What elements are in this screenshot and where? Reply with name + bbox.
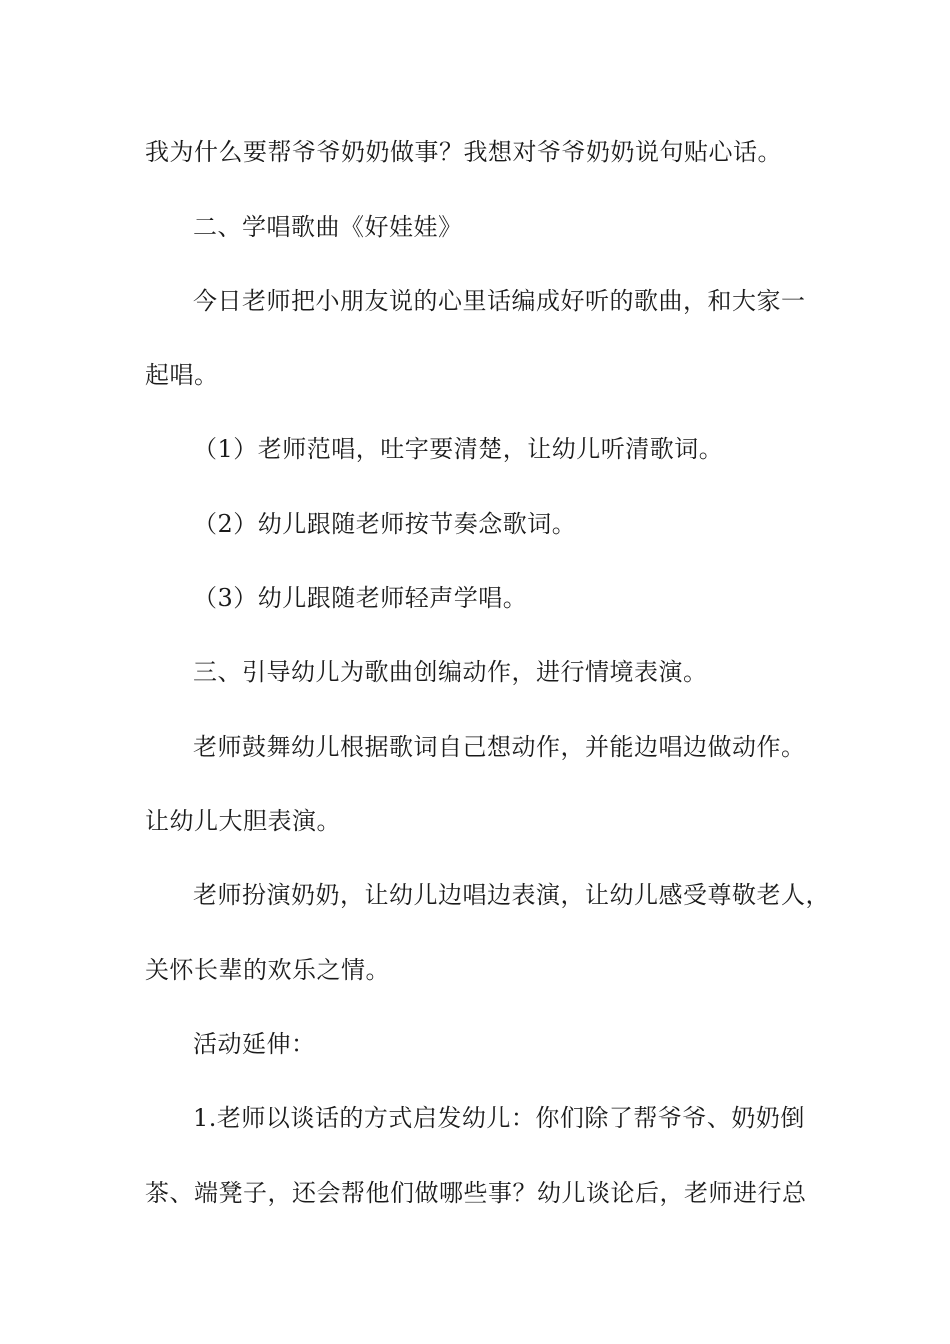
- list-item-3: （3）幼儿跟随老师轻声学唱。: [193, 584, 528, 612]
- section-heading-3: 三、引导幼儿为歌曲创编动作，进行情境表演。: [193, 658, 708, 686]
- text-line-9: 老师鼓舞幼儿根据歌词自己想动作，并能边唱边做动作。: [193, 733, 806, 761]
- text-line-11: 老师扮演奶奶，让幼儿边唱边表演，让幼儿感受尊敬老人，: [193, 881, 830, 909]
- text-line-3: 今日老师把小朋友说的心里话编成好听的歌曲，和大家一: [193, 287, 806, 315]
- text-line-4: 起唱。: [145, 361, 219, 389]
- text-line-1: 我为什么要帮爷爷奶奶做事？我想对爷爷奶奶说句贴心话。: [145, 138, 782, 166]
- text-line-12: 关怀长辈的欢乐之情。: [145, 956, 390, 984]
- section-heading-2: 二、学唱歌曲《好娃娃》: [193, 213, 463, 241]
- section-heading-extension: 活动延伸：: [193, 1030, 316, 1058]
- text-line-15: 茶、端凳子，还会帮他们做哪些事？幼儿谈论后，老师进行总: [145, 1179, 807, 1207]
- text-line-10: 让幼儿大胆表演。: [145, 807, 341, 835]
- list-item-1: （1）老师范唱，吐字要清楚，让幼儿听清歌词。: [193, 435, 724, 463]
- list-item-2: （2）幼儿跟随老师按节奏念歌词。: [193, 510, 577, 538]
- text-line-14: 1.老师以谈话的方式启发幼儿：你们除了帮爷爷、奶奶倒: [193, 1104, 805, 1132]
